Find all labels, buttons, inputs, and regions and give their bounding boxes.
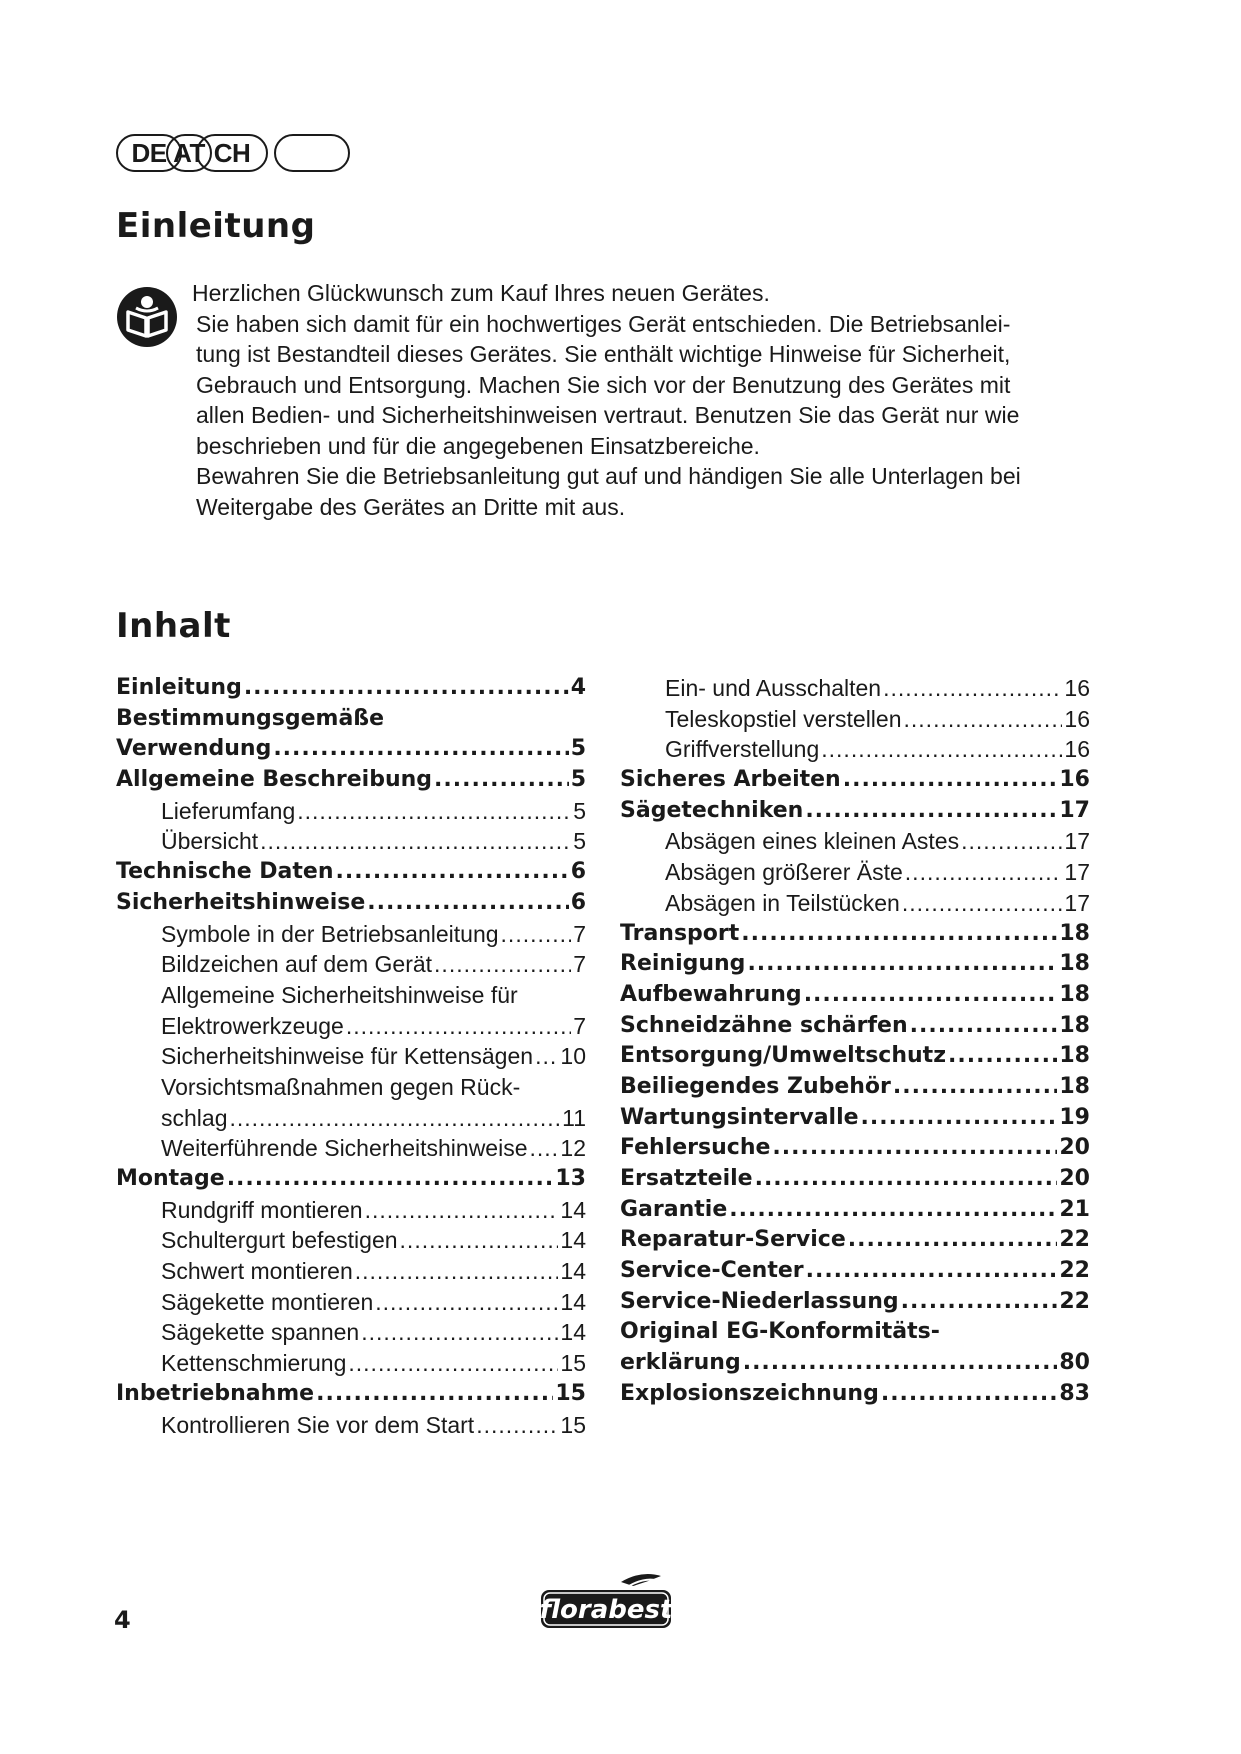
toc-entry-page: 21 — [1059, 1196, 1090, 1222]
toc-entry-title: Ersatzteile — [620, 1166, 753, 1191]
toc-entry — [620, 1195, 1090, 1226]
toc-leader-dots — [948, 1041, 1057, 1072]
toc-leader-dots — [883, 673, 1062, 704]
toc-leader-dots — [316, 1379, 553, 1410]
toc-entry-page: 5 — [573, 797, 586, 824]
toc-entry — [620, 1072, 1090, 1103]
toc-leader-dots — [365, 1195, 559, 1226]
toc-entry-page: 7 — [573, 951, 586, 978]
toc-leader-dots — [861, 1103, 1058, 1134]
toc-entry — [620, 1103, 1090, 1134]
toc-entry — [620, 765, 1090, 796]
toc-entry-title: schlag — [161, 1104, 228, 1131]
toc-entry — [116, 1256, 586, 1287]
toc-entry-title: Griffverstellung — [665, 736, 820, 763]
toc-entry-page: 11 — [562, 1104, 586, 1131]
toc-leader-dots — [821, 734, 1062, 765]
toc-entry-page: 6 — [570, 859, 586, 885]
toc-entry-title: Aufbewahrung — [620, 981, 802, 1007]
toc-entry — [620, 888, 1090, 919]
toc-entry-page: 10 — [560, 1043, 586, 1070]
toc-leader-dots — [902, 888, 1063, 919]
toc-entry — [116, 796, 586, 827]
toc-entry-page: 5 — [573, 828, 586, 855]
toc-leader-dots — [367, 888, 568, 919]
toc-leader-dots — [297, 796, 571, 827]
toc-entry-page: 22 — [1059, 1227, 1090, 1253]
toc-entry — [620, 1133, 1090, 1164]
toc-entry — [116, 1348, 586, 1379]
toc-entry-page: 20 — [1059, 1135, 1090, 1161]
toc-entry — [620, 1317, 1090, 1348]
toc-entry-title: Weiterführende Sicherheitshinweise — [161, 1135, 528, 1162]
toc-entry-page: 18 — [1059, 1012, 1090, 1038]
toc-leader-dots — [747, 949, 1057, 980]
toc-entry-title: Wartungsintervalle — [620, 1104, 859, 1130]
toc-entry-page: 18 — [1059, 920, 1090, 946]
section-title-einleitung: Einleitung — [116, 206, 316, 246]
toc-entry-page: 15 — [560, 1411, 586, 1438]
brand-name: florabest — [539, 1595, 673, 1625]
toc-entry — [620, 1225, 1090, 1256]
toc-entry-title: Sägetechniken — [620, 797, 804, 823]
toc-leader-dots — [355, 1256, 559, 1287]
toc-entry — [620, 1041, 1090, 1072]
toc-entry — [116, 980, 586, 1011]
toc-entry-title: Inbetriebnahme — [116, 1380, 315, 1406]
toc-entry — [116, 1225, 586, 1256]
toc-entry-title: Service-Niederlassung — [620, 1288, 899, 1314]
toc-entry — [620, 1164, 1090, 1195]
toc-entry — [116, 1379, 586, 1410]
toc-entry — [116, 857, 586, 888]
toc-entry-page: 16 — [1064, 736, 1090, 763]
toc-entry-title: Vorsichtsmaßnahmen gegen Rück- — [161, 1073, 521, 1100]
toc-leader-dots — [772, 1133, 1057, 1164]
toc-leader-dots — [843, 765, 1058, 796]
toc-entry — [116, 1164, 586, 1195]
toc-leader-dots — [375, 1287, 558, 1318]
toc-entry-title: Bestimmungsgemäße — [116, 705, 385, 731]
toc-entry-page: 12 — [560, 1135, 586, 1162]
toc-entry-page: 14 — [560, 1196, 586, 1223]
toc-entry-title: Reinigung — [620, 951, 746, 977]
toc-right-column — [620, 673, 1090, 1410]
toc-entry-title: Schwert montieren — [161, 1258, 353, 1285]
toc-entry-page: 18 — [1059, 951, 1090, 977]
intro-paragraph: Bewahren Sie die Betriebsanleitung gut auf und händigen Sie alle Unterlagen bei Weitergabe des Gerätes an Dritte mit aus. — [196, 463, 1021, 520]
toc-entry-page: 18 — [1059, 981, 1090, 1007]
toc-entry — [116, 1041, 586, 1072]
toc-entry-page: 20 — [1059, 1166, 1090, 1191]
toc-leader-dots — [729, 1195, 1057, 1226]
toc-leader-dots — [905, 857, 1063, 888]
toc-entry — [620, 1379, 1090, 1410]
toc-leader-dots — [244, 673, 569, 704]
toc-entry — [116, 1133, 586, 1164]
toc-entry-title: Rundgriff montieren — [161, 1196, 363, 1223]
toc-entry — [620, 796, 1090, 827]
toc-entry — [116, 826, 586, 857]
toc-entry-page: 4 — [570, 675, 586, 700]
toc-entry — [620, 1011, 1090, 1042]
toc-entry-page: 6 — [570, 889, 586, 915]
toc-entry — [116, 1317, 586, 1348]
toc-entry-title: Sägekette montieren — [161, 1288, 374, 1315]
toc-entry-page: 16 — [1064, 705, 1090, 732]
toc-entry-page: 17 — [1059, 797, 1090, 823]
read-manual-icon — [116, 286, 178, 348]
badge-de: DE — [116, 134, 182, 172]
toc-entry — [116, 673, 586, 704]
intro-greeting: Herzlichen Glückwunsch zum Kauf Ihres neuen Gerätes. — [192, 280, 770, 306]
toc-entry — [620, 857, 1090, 888]
toc-leader-dots — [881, 1379, 1058, 1410]
toc-entry — [620, 826, 1090, 857]
toc-entry — [620, 980, 1090, 1011]
toc-entry-page: 83 — [1059, 1380, 1090, 1406]
toc-entry-title: Transport — [620, 920, 740, 946]
toc-leader-dots — [901, 1287, 1058, 1318]
toc-leader-dots — [743, 1348, 1058, 1379]
toc-entry-title: Kettenschmierung — [161, 1350, 347, 1377]
toc-entry — [116, 1103, 586, 1134]
toc-entry-page: 15 — [560, 1350, 586, 1377]
toc-entry-title: Original EG-Konformitäts- — [620, 1319, 940, 1345]
toc-entry-title: Sicheres Arbeiten — [620, 767, 841, 793]
toc-leader-dots — [848, 1225, 1058, 1256]
toc-entry-title: Lieferumfang — [161, 797, 296, 824]
toc-entry — [116, 1410, 586, 1441]
toc-leader-dots — [501, 919, 572, 950]
florabest-logo — [537, 1572, 675, 1634]
toc-leader-dots — [400, 1225, 559, 1256]
toc-entry-page: 14 — [560, 1258, 586, 1285]
toc-entry-page: 13 — [555, 1166, 586, 1191]
toc-entry-title: Reparatur-Service — [620, 1227, 846, 1253]
toc-leader-dots — [535, 1041, 558, 1072]
toc-leader-dots — [348, 1348, 558, 1379]
toc-entry-page: 17 — [1064, 889, 1090, 916]
toc-entry-page: 14 — [560, 1319, 586, 1346]
toc-entry-title: Bildzeichen auf dem Gerät — [161, 951, 433, 978]
toc-entry — [116, 949, 586, 980]
toc-entry-title: Sicherheitshinweise — [116, 889, 366, 915]
toc-entry-title: Übersicht — [161, 828, 259, 855]
toc-entry-title: Symbole in der Betriebsanleitung — [161, 920, 499, 947]
badge-at: AT — [166, 134, 212, 172]
toc-entry — [620, 949, 1090, 980]
toc-entry-page: 22 — [1059, 1258, 1090, 1284]
toc-leader-dots — [910, 1011, 1058, 1042]
toc-entry-title: Absägen größerer Äste — [665, 859, 903, 886]
toc-entry — [116, 765, 586, 796]
toc-leader-dots — [336, 857, 569, 888]
toc-entry-title: Absägen in Teilstücken — [665, 889, 900, 916]
toc-entry-title: Explosionszeichnung — [620, 1380, 879, 1406]
toc-entry-title: Einleitung — [116, 675, 242, 700]
intro-text — [192, 278, 1096, 522]
toc-entry-title: Technische Daten — [116, 859, 334, 885]
toc-entry — [116, 1011, 586, 1042]
toc-leader-dots — [804, 980, 1058, 1011]
toc-entry-title: Absägen eines kleinen Astes — [665, 828, 960, 855]
toc-entry-page: 15 — [555, 1380, 586, 1406]
toc-leader-dots — [229, 1103, 560, 1134]
toc-entry-title: Garantie — [620, 1196, 728, 1222]
toc-entry — [620, 734, 1090, 765]
toc-entry-page: 7 — [573, 1012, 586, 1039]
toc-entry-page: 80 — [1059, 1350, 1090, 1376]
toc-leader-dots — [260, 826, 571, 857]
toc-entry-title: Schneidzähne schärfen — [620, 1012, 908, 1038]
toc-entry-page: 16 — [1059, 767, 1090, 793]
toc-entry-page: 18 — [1059, 1073, 1090, 1099]
badge-empty — [274, 134, 350, 172]
toc-entry-title: Beiliegendes Zubehör — [620, 1073, 891, 1099]
toc-leader-dots — [273, 734, 568, 765]
country-badges — [116, 130, 356, 176]
toc-leader-dots — [741, 919, 1057, 950]
toc-entry — [620, 1256, 1090, 1287]
toc-entry-title: Entsorgung/Umweltschutz — [620, 1043, 946, 1069]
toc-entry-page: 5 — [570, 736, 586, 762]
toc-entry — [116, 1195, 586, 1226]
toc-entry-title: Montage — [116, 1166, 225, 1191]
toc-leader-dots — [434, 765, 569, 796]
intro-paragraph: Sie haben sich damit für ein hochwertiges Gerät entschieden. Die Betriebsanlei- tung ist Bestandteil dieses Gerätes. Sie enthält wichtige Hinweise für Sicherheit, Gebrauch und Entsorgung. Machen Sie sich vor der Benutzung des Gerätes mit allen Bedien- und Sicherheitshinweisen vertraut. Benutzen Sie das Gerät nur wie beschrieben und für die angegebenen Einsatzbereiche. — [196, 310, 1020, 459]
toc-entry-page: 17 — [1064, 859, 1090, 886]
toc-entry — [620, 1287, 1090, 1318]
toc-leader-dots — [346, 1011, 571, 1042]
toc-entry — [620, 919, 1090, 950]
toc-entry-title: Elektrowerkzeuge — [161, 1012, 344, 1039]
toc-leader-dots — [530, 1133, 559, 1164]
toc-leader-dots — [806, 1256, 1058, 1287]
toc-entry-page: 14 — [560, 1288, 586, 1315]
toc-entry-title: erklärung — [620, 1350, 741, 1376]
toc-leader-dots — [893, 1072, 1057, 1103]
toc-entry-title: Schultergurt befestigen — [161, 1227, 398, 1254]
toc-entry-title: Kontrollieren Sie vor dem Start — [161, 1411, 475, 1438]
section-title-inhalt: Inhalt — [116, 606, 231, 646]
toc-entry-title: Ein- und Ausschalten — [665, 675, 882, 701]
toc-entry-title: Sicherheitshinweise für Kettensägen — [161, 1043, 534, 1070]
toc-entry — [620, 673, 1090, 704]
toc-leader-dots — [755, 1164, 1058, 1195]
toc-entry-page: 19 — [1059, 1104, 1090, 1130]
toc-entry-title: Fehlersuche — [620, 1135, 771, 1161]
toc-entry — [116, 919, 586, 950]
toc-entry-page: 14 — [560, 1227, 586, 1254]
toc-entry — [116, 704, 586, 735]
badge-ch: CH — [196, 134, 268, 172]
toc-entry-title: Service-Center — [620, 1258, 804, 1284]
toc-entry — [116, 734, 586, 765]
toc-entry — [620, 704, 1090, 735]
toc-entry — [116, 1287, 586, 1318]
toc-left-column — [116, 673, 586, 1440]
toc-entry-title: Allgemeine Beschreibung — [116, 767, 433, 793]
toc-entry — [116, 1072, 586, 1103]
toc-entry-page: 5 — [570, 767, 586, 793]
toc-leader-dots — [805, 796, 1057, 827]
toc-entry-title: Allgemeine Sicherheitshinweise für — [161, 981, 518, 1008]
toc-leader-dots — [434, 949, 571, 980]
toc-leader-dots — [227, 1164, 554, 1195]
toc-leader-dots — [961, 826, 1062, 857]
toc-entry-page: 16 — [1064, 675, 1090, 701]
toc-leader-dots — [904, 704, 1063, 735]
toc-entry — [620, 1348, 1090, 1379]
toc-leader-dots — [361, 1317, 558, 1348]
toc-entry-page: 17 — [1064, 828, 1090, 855]
toc-entry-title: Teleskopstiel verstellen — [665, 705, 902, 732]
toc-entry — [116, 888, 586, 919]
page-number: 4 — [114, 1606, 131, 1634]
toc-entry-title: Sägekette spannen — [161, 1319, 360, 1346]
toc-entry-page: 7 — [573, 920, 586, 947]
toc-leader-dots — [476, 1410, 558, 1441]
toc-entry-title: Verwendung — [116, 736, 272, 762]
toc-entry-page: 22 — [1059, 1288, 1090, 1314]
toc-entry-page: 18 — [1059, 1043, 1090, 1069]
